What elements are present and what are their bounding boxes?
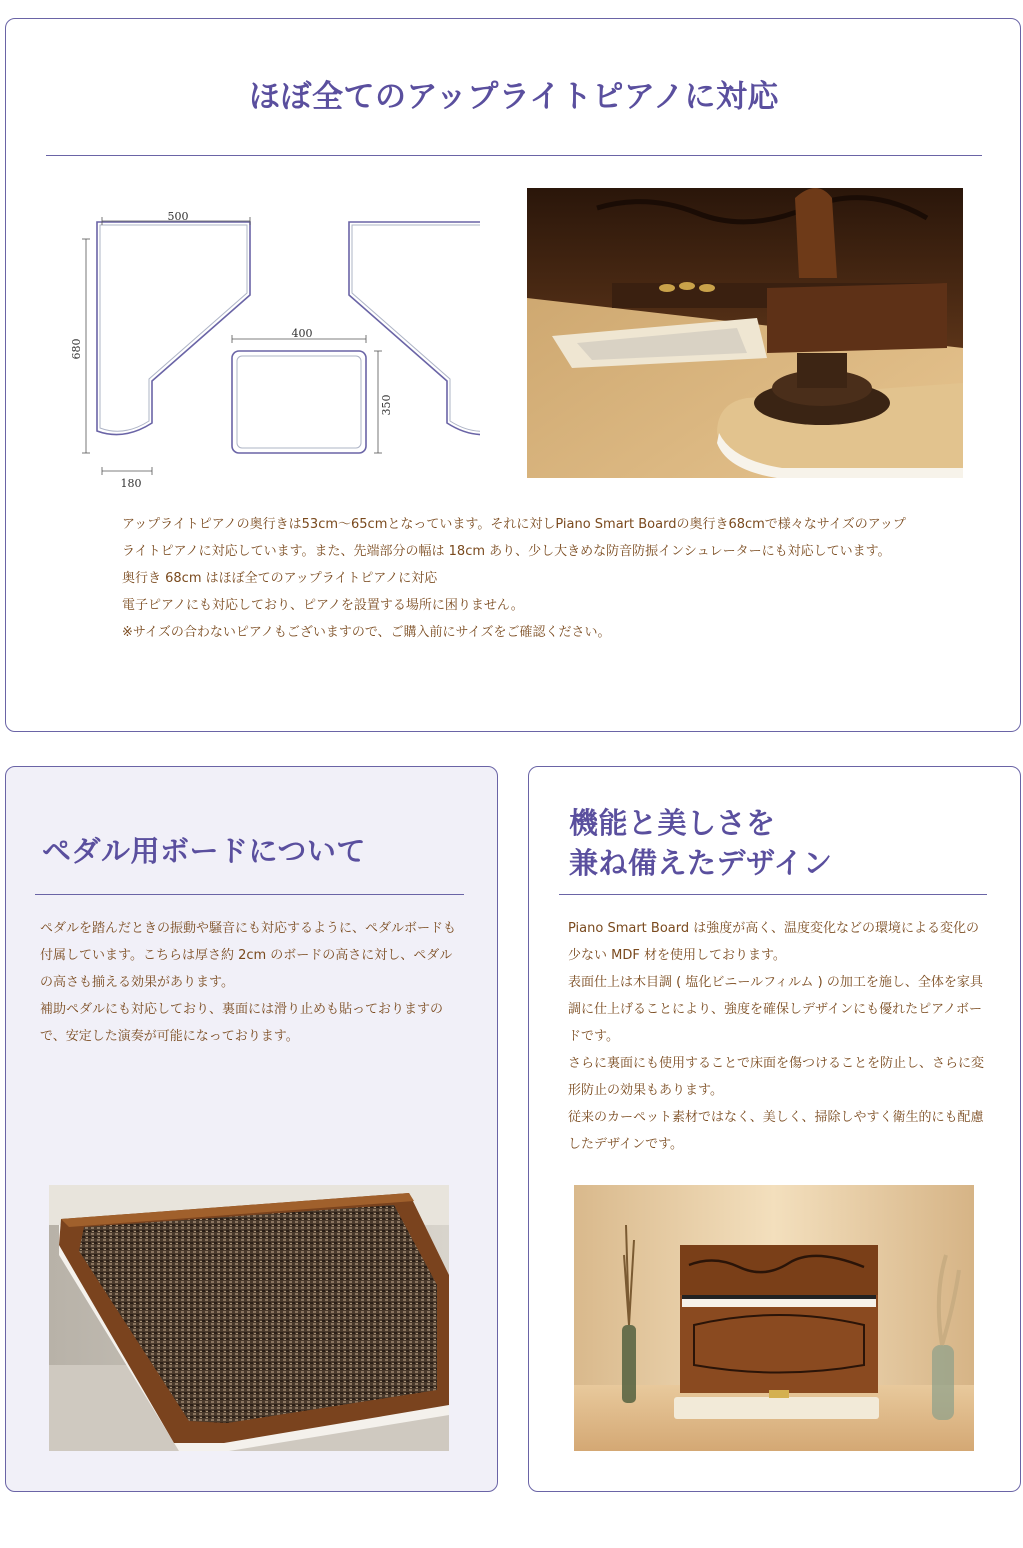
title-divider [35, 894, 464, 895]
dim-label-center-width: 400 [291, 327, 313, 340]
section-title: ほぼ全てのアップライトピアノに対応 [249, 79, 779, 115]
description-paragraph: 奥行き 68cm はほぼ全てのアップライトピアノに対応 [122, 571, 438, 586]
description-paragraph: 補助ペダルにも対応しており、裏面には滑り止めも貼っておりますので、安定した演奏が可能になっております。 [40, 1002, 444, 1044]
dim-label-left-height: 680 [70, 338, 83, 360]
dim-label-bottom-width: 180 [120, 477, 142, 490]
description-paragraph: 従来のカーペット素材ではなく、美しく、掃除しやすく衛生的にも配慮したデザインです。 [568, 1110, 984, 1152]
description-paragraph: ペダルを踏んだときの振動や騒音にも対応するように、ペダルボードも付属しています。こちらは厚さ約 2cm のボードの高さに対し、ペダルの高さも揃える効果があります。 [40, 921, 457, 990]
design-section [528, 766, 1021, 1492]
section-title [569, 803, 832, 883]
size-compatibility-section [5, 18, 1021, 732]
left-board-outline [97, 222, 250, 435]
title-divider [46, 155, 982, 156]
description-paragraph: さらに裏面にも使用することで床面を傷つけることを防止し、さらに変形防止の効果もあります。 [568, 1056, 985, 1098]
description-paragraph: 表面仕上は木目調 ( 塩化ビニールフィルム ) の加工を施し、全体を家具調に仕上げることにより、強度を確保しデザインにも優れたピアノボードです。 [568, 975, 983, 1044]
description-paragraph: ※サイズの合わないピアノもございますので、ご購入前にサイズをご確認ください。 [122, 625, 611, 640]
board-dimension-diagram [60, 191, 480, 491]
size-description [122, 511, 912, 646]
description-paragraph: アップライトピアノの奥行きは53cm〜65cmとなっています。それに対しPiano Smart Boardの奥行き68cmで様々なサイズのアップライトピアノに対応しています。また、先端部分の幅は 18cm あり、少し大きめな防音防振インシュレーターにも対応しています。 [122, 517, 906, 559]
dim-label-top-width: 500 [167, 210, 189, 223]
pedal-description [40, 915, 458, 1050]
section-title-line: 兼ね備えたデザイン [569, 846, 833, 880]
section-title: ペダル用ボードについて [42, 834, 366, 868]
design-description [568, 915, 986, 1158]
dim-label-center-height: 350 [380, 394, 393, 416]
right-board-outline [349, 222, 480, 435]
description-paragraph: Piano Smart Board は強度が高く、温度変化などの環境による変化の少ない MDF 材を使用しております。 [568, 921, 979, 963]
pedal-board-section [5, 766, 498, 1492]
piano-on-board-photo [527, 188, 963, 478]
section-title-line: 機能と美しさを [569, 806, 776, 840]
piano-room-photo [574, 1185, 974, 1451]
pedal-board-photo [49, 1185, 449, 1451]
description-paragraph: 電子ピアノにも対応しており、ピアノを設置する場所に困りません。 [122, 598, 524, 613]
title-divider [559, 894, 987, 895]
pedal-board-outline [232, 351, 366, 453]
